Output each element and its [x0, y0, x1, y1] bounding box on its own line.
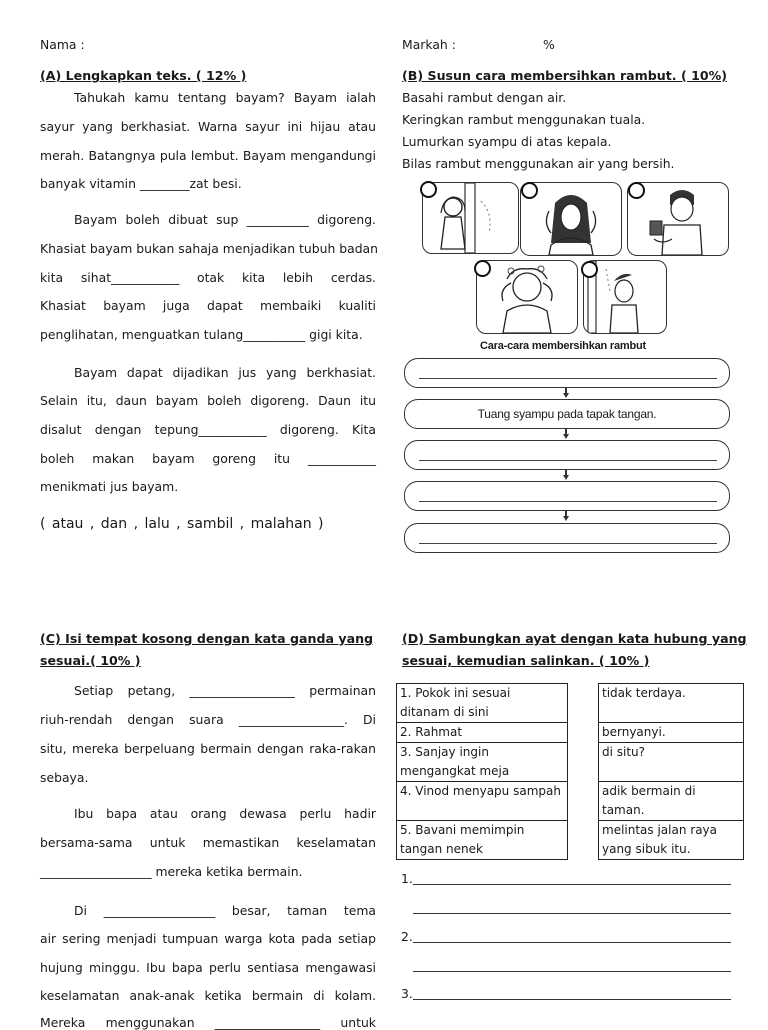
cell-line: bernyanyi. — [602, 725, 666, 739]
step-box-2 — [404, 399, 730, 429]
table-cell — [599, 723, 744, 743]
table-cell — [599, 782, 744, 821]
text-line: Di __________________ besar, taman tema — [74, 903, 376, 918]
text-line: boleh makan bayam goreng itu ___________ — [40, 451, 376, 466]
table-cell — [397, 723, 568, 743]
text-line: penglihatan, menguatkan tulang__________ gigi kita. — [40, 327, 363, 342]
child-washing-hair-icon — [423, 183, 518, 253]
child-lathering-hair-icon — [477, 261, 577, 333]
word-bank: ( atau , dan , lalu , sambil , malahan ) — [40, 516, 324, 532]
step-box-4[interactable] — [404, 481, 730, 511]
text-line: bersama-sama untuk memastikan keselamatan — [40, 835, 376, 850]
text-line: riuh-rendah dengan suara _________________. Di — [40, 712, 376, 727]
cell-line: 2. Rahmat — [400, 725, 463, 739]
step-text: Keringkan rambut menggunakan tuala. — [402, 112, 646, 127]
section-d-title-line2: sesuai, kemudian salinkan. ( 10% ) — [402, 653, 650, 668]
table-cell — [397, 821, 568, 860]
text-line: banyak vitamin ________zat besi. — [40, 176, 242, 191]
cell-line: yang sibuk itu. — [602, 842, 691, 856]
section-b-title: (B) Susun cara membersihkan rambut. ( 10%) — [402, 68, 727, 83]
text-line: sebaya. — [40, 770, 89, 785]
down-arrow-icon — [563, 434, 569, 439]
text-line: disalut dengan tepung___________ digoreng. Kita — [40, 422, 376, 437]
answer-number: 3. — [401, 986, 413, 1001]
answer-circle[interactable] — [420, 181, 437, 198]
text-line: __________________ mereka ketika bermain. — [40, 864, 303, 879]
cell-line: tidak terdaya. — [602, 686, 686, 700]
text-line: Selain itu, daun bayam boleh digoreng. Daun itu — [40, 393, 376, 408]
cell-line: adik bermain di — [602, 784, 696, 798]
section-c-title-line2: sesuai.( 10% ) — [40, 653, 141, 668]
table-cell — [397, 684, 568, 723]
answer-number: 2. — [401, 929, 413, 944]
text-line: Khasiat bayam juga dapat membaiki kualiti — [40, 298, 376, 313]
text-line: kita sihat___________ otak kita lebih cerdas. — [40, 270, 376, 285]
percent-sign: % — [543, 37, 555, 52]
sentence-end-table — [598, 683, 744, 860]
answer-line — [419, 543, 717, 544]
down-arrow-icon — [563, 475, 569, 480]
text-line: air sering menjadi tumpuan warga kota pada setiap — [40, 931, 376, 946]
cell-line: 4. Vinod menyapu sampah — [400, 784, 561, 798]
text-line: sayur yang berkhasiat. Warna sayur ini hijau atau — [40, 119, 376, 134]
text-line: Khasiat bayam bukan sahaja menjadikan tubuh badan — [40, 241, 379, 256]
cell-line: tangan nenek — [400, 842, 483, 856]
cell-line: 1. Pokok ini sesuai — [400, 686, 511, 700]
text-line: Setiap petang, _________________ permainan — [74, 683, 376, 698]
answer-circle[interactable] — [521, 182, 538, 199]
text-line: merah. Batangnya pula lembut. Bayam mengandungi — [40, 148, 376, 163]
cell-line: taman. — [602, 803, 645, 817]
answer-line[interactable] — [413, 913, 731, 914]
step-box-5[interactable] — [404, 523, 730, 553]
cell-line: 3. Sanjay ingin — [400, 745, 489, 759]
cell-line: di situ? — [602, 745, 646, 759]
table-cell — [599, 743, 744, 782]
picture-frame — [422, 182, 519, 254]
answer-number: 1. — [401, 871, 413, 886]
step-text: Basahi rambut dengan air. — [402, 90, 567, 105]
text-line: Ibu bapa atau orang dewasa perlu hadir — [74, 806, 376, 821]
answer-line — [419, 501, 717, 502]
text-line: situ, mereka berpeluang bermain dengan raka-rakan — [40, 741, 376, 756]
picture-frame — [476, 260, 578, 334]
table-cell — [599, 684, 744, 723]
text-line: menikmati jus bayam. — [40, 479, 179, 494]
sentence-start-table — [396, 683, 568, 860]
marks-label: Markah : — [402, 37, 456, 52]
answer-circle[interactable] — [628, 182, 645, 199]
section-d-title-line1: (D) Sambungkan ayat dengan kata hubung yang — [402, 631, 747, 646]
answer-line — [419, 378, 717, 379]
answer-circle[interactable] — [474, 260, 491, 277]
given-step: Tuang syampu pada tapak tangan. — [477, 407, 657, 421]
text-line: hujung minggu. Ibu bapa perlu sentiasa mengawasi — [40, 960, 376, 975]
name-label: Nama : — [40, 37, 85, 52]
down-arrow-icon — [563, 393, 569, 398]
down-arrow-icon — [563, 516, 569, 521]
text-line: Bayam dapat dijadikan jus yang berkhasiat. — [74, 365, 376, 380]
step-text: Lumurkan syampu di atas kepala. — [402, 134, 612, 149]
cell-line: melintas jalan raya — [602, 823, 718, 837]
answer-circle[interactable] — [581, 261, 598, 278]
step-box-3[interactable] — [404, 440, 730, 470]
text-line: keselamatan anak-anak ketika bermain di kolam. — [40, 988, 376, 1003]
answer-line — [419, 460, 717, 461]
picture-caption: Cara-cara membersihkan rambut — [480, 340, 646, 352]
table-cell — [397, 743, 568, 782]
answer-line[interactable] — [413, 942, 731, 943]
text-line: Mereka menggunakan _________________ untuk — [40, 1015, 376, 1030]
step-text: Bilas rambut menggunakan air yang bersih. — [402, 156, 675, 171]
cell-line: 5. Bavani memimpin — [400, 823, 525, 837]
table-cell — [599, 821, 744, 860]
section-c-title-line1: (C) Isi tempat kosong dengan kata ganda yang — [40, 631, 374, 646]
section-a-title: (A) Lengkapkan teks. ( 12% ) — [40, 68, 247, 83]
text-line: Bayam boleh dibuat sup __________ digoreng. — [74, 212, 376, 227]
step-box-1[interactable] — [404, 358, 730, 388]
answer-line[interactable] — [413, 999, 731, 1000]
text-line: Tahukah kamu tentang bayam? Bayam ialah — [74, 90, 376, 105]
cell-line: ditanam di sini — [400, 705, 489, 719]
table-cell — [397, 782, 568, 821]
answer-line[interactable] — [413, 884, 731, 885]
answer-line[interactable] — [413, 971, 731, 972]
cell-line: mengangkat meja — [400, 764, 510, 778]
